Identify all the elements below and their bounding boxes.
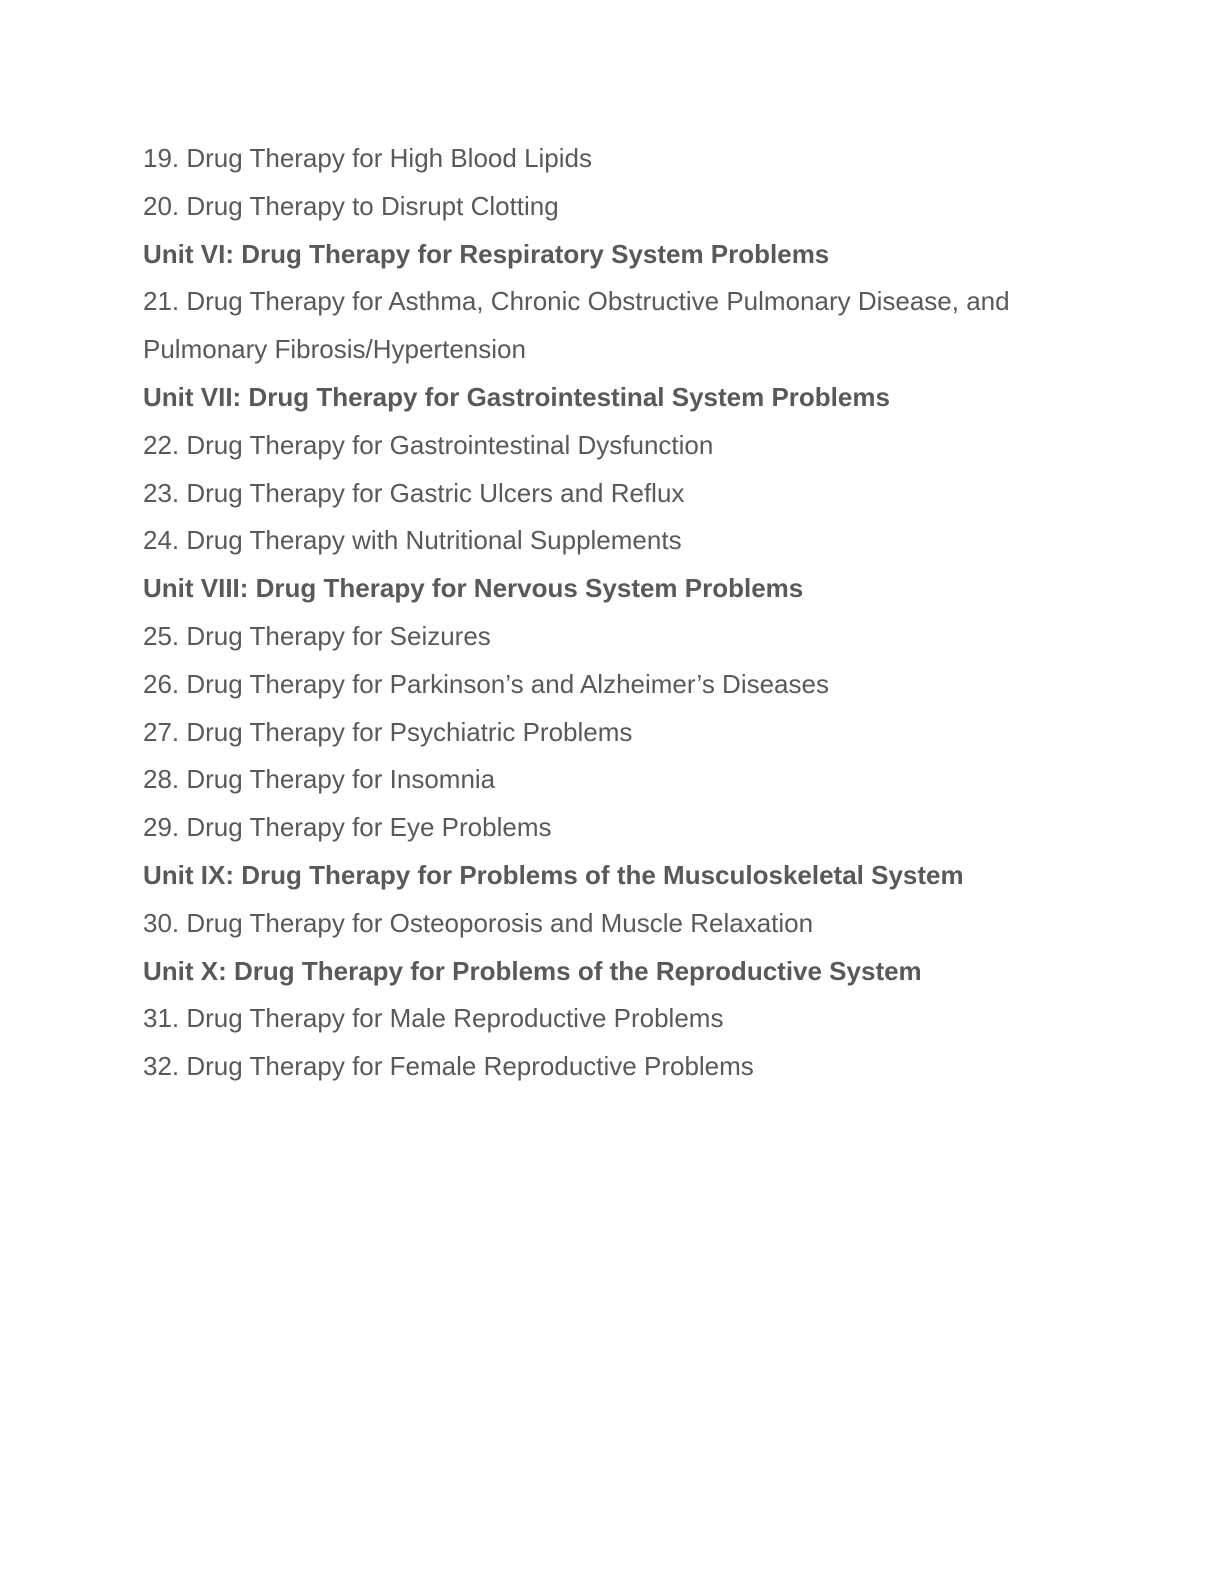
toc-unit-ix-heading: Unit IX: Drug Therapy for Problems of the Musculoskeletal System xyxy=(143,859,964,890)
toc-chapter-19: 19. Drug Therapy for High Blood Lipids xyxy=(143,143,592,173)
toc-chapter-21: 21. Drug Therapy for Asthma, Chronic Obstructive Pulmonary Disease, and Pulmonary Fibrosis/Hypertension xyxy=(143,286,1010,365)
toc-chapter-32: 32. Drug Therapy for Female Reproductive Problems xyxy=(143,1051,754,1082)
toc-chapter-22: 22. Drug Therapy for Gastrointestinal Dysfunction xyxy=(143,429,714,460)
toc-chapter-26: 26. Drug Therapy for Parkinson’s and Alzheimer’s Diseases xyxy=(143,668,829,699)
toc-chapter-27: 27. Drug Therapy for Psychiatric Problems xyxy=(143,716,633,747)
toc-chapter-23: 23. Drug Therapy for Gastric Ulcers and Reflux xyxy=(143,477,685,508)
toc-chapter-25: 25. Drug Therapy for Seizures xyxy=(143,620,491,651)
toc-unit-vi-heading: Unit VI: Drug Therapy for Respiratory System Problems xyxy=(143,238,830,269)
table-of-contents xyxy=(143,135,1083,1091)
toc-chapter-31: 31. Drug Therapy for Male Reproductive Problems xyxy=(143,1003,724,1034)
toc-chapter-28: 28. Drug Therapy for Insomnia xyxy=(143,764,496,795)
toc-unit-vii-heading: Unit VII: Drug Therapy for Gastrointestinal System Problems xyxy=(143,381,890,412)
toc-chapter-30: 30. Drug Therapy for Osteoporosis and Muscle Relaxation xyxy=(143,907,814,938)
toc-chapter-20: 20. Drug Therapy to Disrupt Clotting xyxy=(143,190,559,221)
toc-unit-viii-heading: Unit VIII: Drug Therapy for Nervous System Problems xyxy=(143,573,804,604)
toc-chapter-29: 29. Drug Therapy for Eye Problems xyxy=(143,812,552,843)
toc-unit-x-heading: Unit X: Drug Therapy for Problems of the Reproductive System xyxy=(143,955,922,986)
toc-chapter-24: 24. Drug Therapy with Nutritional Supplements xyxy=(143,525,682,556)
